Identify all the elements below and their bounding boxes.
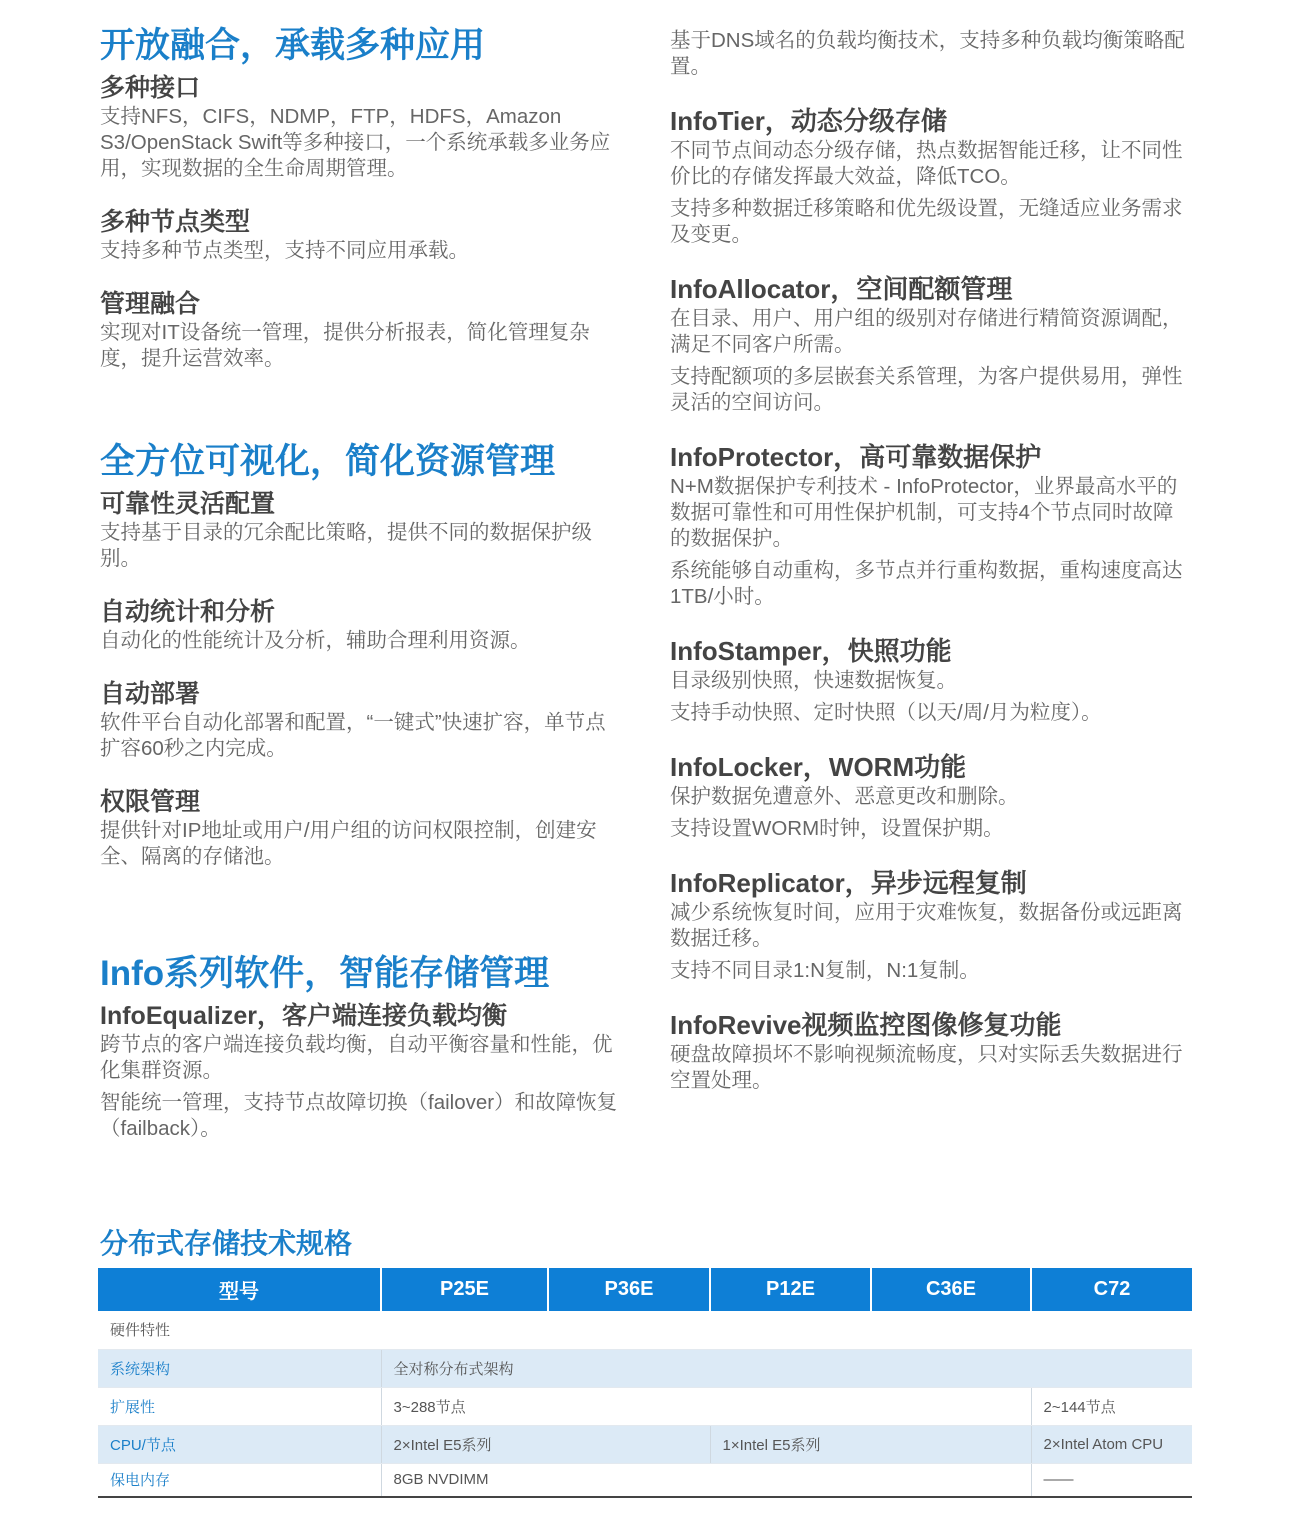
- header-c72: C72: [1031, 1268, 1192, 1311]
- section-open-fusion: [100, 24, 620, 396]
- header-p12e: P12E: [710, 1268, 871, 1311]
- item-text: N+M数据保护专利技术 - InfoProtector，业界最高水平的数据可靠性和可用性保护机制，可支持4个节点同时故障的数据保护。: [670, 475, 1178, 550]
- spec-title: 分布式存储技术规格: [100, 1228, 353, 1259]
- item-text: 保护数据免遭意外、恶意更改和删除。: [670, 785, 1019, 808]
- item-title: 权限管理: [100, 788, 201, 816]
- item-title: InfoLocker，WORM功能: [670, 752, 967, 782]
- item-title: 多种接口: [100, 74, 201, 102]
- item-title: InfoReplicator，异步远程复制: [670, 868, 1027, 898]
- item-text: 系统能够自动重构，多节点并行重构数据，重构速度高达1TB/小时。: [670, 559, 1183, 608]
- row-mem: [98, 1463, 1192, 1497]
- item-text: 自动化的性能统计及分析，辅助合理利用资源。: [100, 629, 531, 652]
- item-text: 在目录、用户、用户组的级别对存储进行精简资源调配，满足不同客户所需。: [670, 307, 1183, 356]
- header-model: 型号: [98, 1268, 381, 1311]
- row-value: 3~288节点: [381, 1387, 1031, 1425]
- item-text: 软件平台自动化部署和配置，“一键式”快速扩容，单节点扩容60秒之内完成。: [100, 711, 606, 760]
- item-title: 多种节点类型: [100, 208, 251, 236]
- intro-text: 基于DNS域名的负载均衡技术，支持多种负载均衡策略配置。: [670, 29, 1185, 78]
- item-text: 目录级别快照，快速数据恢复。: [670, 669, 957, 692]
- item-title: InfoProtector，高可靠数据保护: [670, 442, 1042, 472]
- item-title: InfoEqualizer，客户端连接负载均衡: [100, 1002, 507, 1030]
- row-value: 8GB NVDIMM: [381, 1463, 1031, 1497]
- section-info-software: [100, 952, 620, 1166]
- item-text: 支持基于目录的冗余配比策略，提供不同的数据保护级别。: [100, 521, 592, 570]
- spec-header-row: [98, 1268, 1192, 1311]
- item-text: 支持设置WORM时钟，设置保护期。: [670, 817, 1004, 840]
- item-text: 支持手动快照、定时快照（以天/周/月为粒度）。: [670, 701, 1102, 724]
- right-content: [670, 28, 1190, 1118]
- row-value: 2~144节点: [1031, 1387, 1192, 1425]
- item-text: 支持配额项的多层嵌套关系管理，为客户提供易用，弹性灵活的空间访问。: [670, 365, 1183, 414]
- header-p25e: P25E: [381, 1268, 548, 1311]
- item-text: 减少系统恢复时间，应用于灾难恢复，数据备份或远距离数据迁移。: [670, 901, 1183, 950]
- group-label: 硬件特性: [98, 1311, 1192, 1349]
- item-title: 可靠性灵活配置: [100, 490, 276, 518]
- row-cpu: [98, 1425, 1192, 1463]
- section-title: 开放融合，承载多种应用: [100, 26, 486, 65]
- row-value: 2×Intel Atom CPU: [1031, 1425, 1192, 1463]
- item-title: InfoTier，动态分级存储: [670, 106, 947, 136]
- row-value: ——: [1031, 1463, 1192, 1497]
- item-text: 智能统一管理，支持节点故障切换（failover）和故障恢复（failback）。: [100, 1091, 618, 1140]
- item-text: 不同节点间动态分级存储，热点数据智能迁移，让不同性价比的存储发挥最大效益，降低TCO。: [670, 139, 1183, 188]
- row-label: 扩展性: [98, 1387, 381, 1425]
- row-label: 系统架构: [98, 1349, 381, 1387]
- item-text: 支持NFS，CIFS，NDMP，FTP，HDFS，Amazon S3/OpenStack Swift等多种接口，一个系统承载多业务应用，实现数据的全生命周期管理。: [100, 105, 611, 180]
- item-text: 支持多种数据迁移策略和优先级设置，无缝适应业务需求及变更。: [670, 197, 1183, 246]
- header-c36e: C36E: [871, 1268, 1031, 1311]
- row-label: 保电内存: [98, 1463, 381, 1497]
- item-text: 提供针对IP地址或用户/用户组的访问权限控制，创建安全、隔离的存储池。: [100, 819, 597, 868]
- item-title: 自动统计和分析: [100, 598, 276, 626]
- group-row-hardware: [98, 1311, 1192, 1349]
- item-title: InfoRevive视频监控图像修复功能: [670, 1010, 1062, 1040]
- row-value: 2×Intel E5系列: [381, 1425, 710, 1463]
- row-value: 全对称分布式架构: [381, 1349, 1192, 1387]
- item-text: 支持多种节点类型，支持不同应用承载。: [100, 239, 469, 262]
- section-visualization: [100, 440, 620, 894]
- item-title: InfoAllocator，空间配额管理: [670, 274, 1013, 304]
- item-title: InfoStamper，快照功能: [670, 636, 952, 666]
- item-text: 实现对IT设备统一管理，提供分析报表，简化管理复杂度，提升运营效率。: [100, 321, 590, 370]
- spec-table: [98, 1268, 1192, 1498]
- row-label: CPU/节点: [98, 1425, 381, 1463]
- row-arch: [98, 1349, 1192, 1387]
- item-text: 硬盘故障损坏不影响视频流畅度，只对实际丢失数据进行空置处理。: [670, 1043, 1183, 1092]
- row-value: 1×Intel E5系列: [710, 1425, 1031, 1463]
- section-title: Info系列软件，智能存储管理: [100, 954, 550, 993]
- item-title: 管理融合: [100, 290, 201, 318]
- item-text: 支持不同目录1:N复制，N:1复制。: [670, 959, 980, 982]
- row-scale: [98, 1387, 1192, 1425]
- item-text: 跨节点的客户端连接负载均衡，自动平衡容量和性能，优化集群资源。: [100, 1033, 613, 1082]
- section-title: 全方位可视化，简化资源管理: [100, 442, 556, 481]
- header-p36e: P36E: [548, 1268, 710, 1311]
- item-title: 自动部署: [100, 680, 201, 708]
